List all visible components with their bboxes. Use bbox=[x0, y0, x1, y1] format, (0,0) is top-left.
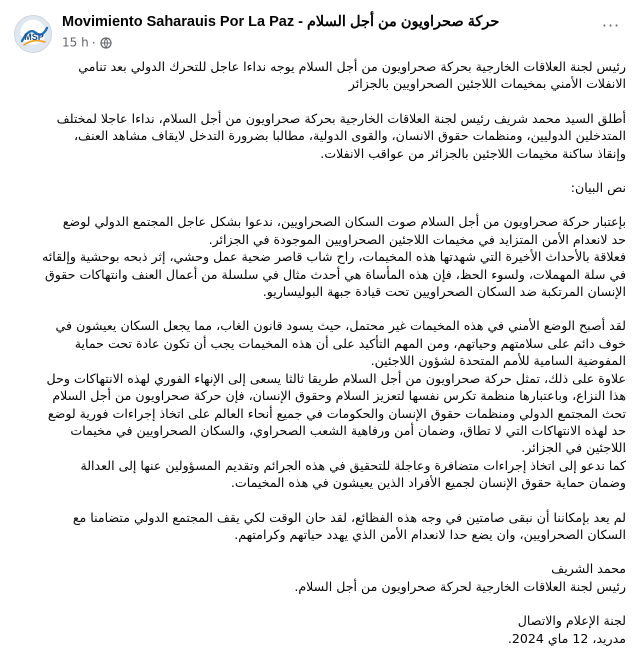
paragraph-statement-3 bbox=[14, 509, 626, 544]
paragraph-statement-label bbox=[14, 179, 626, 196]
post-header bbox=[14, 13, 626, 53]
text-line: حد لانعدام الأمن المتزايد في مخيمات اللاجئين الصحراويين الموجودة في الجزائر. bbox=[208, 231, 626, 247]
paragraph-statement-1 bbox=[14, 213, 626, 300]
text-line: لجنة الإعلام والاتصال bbox=[517, 613, 626, 629]
post-message bbox=[14, 58, 626, 664]
text-line: لقد أصبح الوضع الأمني في هذه المخيمات غير محتمل، حيث يسود قانون الغاب، مما يجعل السكان يعيشون في bbox=[55, 318, 626, 334]
text-line: المفوضية السامية للأمم المتحدة لشؤون اللاجئين. bbox=[370, 353, 626, 369]
text-line: الإنسان المرتكبة ضد السكان الصحراويين تحت قيادة جبهة البوليساريو. bbox=[262, 284, 626, 300]
text-line: كما ندعو إلى اتخاذ إجراءات متضافرة وعاجلة للتحقيق في هذه الجرائم وتقديم المسؤولين عنها إلى العدالة bbox=[80, 457, 626, 473]
post-time-link[interactable]: 15 h bbox=[62, 35, 89, 50]
text-line: وإنقاذ ساكنة مخيمات اللاجئين بالجزائر من عواقب الانفلات. bbox=[320, 145, 626, 161]
msp-logo-icon bbox=[15, 16, 52, 53]
text-line: علاوة على ذلك، تمثل حركة صحراويون من أجل السلام طريقا ثالثا يسعى إلى الإنهاء الفوري لهذه الانتهاكات وحل bbox=[46, 370, 626, 386]
paragraph-footer bbox=[14, 612, 626, 647]
more-options-icon[interactable]: ··· bbox=[601, 16, 621, 35]
text-line: السكان الصحراويين، وان يضع حدا لانعدام الأمن الذي يهدد حياتهم وكرامتهم. bbox=[234, 526, 626, 542]
text-line: فعلاقة بالأحداث الأخيرة التي شهدتها هذه المخيمات، راح شاب قاصر ضحية عمل وحشي، إثر ذبحه بوحشية وإلقائه bbox=[42, 249, 626, 265]
svg-text:MSP: MSP bbox=[24, 32, 44, 42]
page-name-link[interactable]: Movimiento Saharauis Por La Paz - حركة صحراويون من أجل السلام bbox=[62, 14, 500, 30]
text-line: رئيس لجنة العلاقات الخارجية لحركة صحراويون من أجل السلام. bbox=[294, 578, 626, 594]
text-line: مدريد، 12 ماي 2024. bbox=[507, 630, 626, 646]
text-line: بإعتبار حركة صحراويون من أجل السلام صوت السكان الصحراويين، ندعوا بشكل عاجل المجتمع الدولي لوضع bbox=[62, 214, 626, 230]
paragraph-summary bbox=[14, 110, 626, 162]
text-line: نص البيان: bbox=[570, 180, 626, 196]
text-line: لم يعد بإمكاننا أن نبقى صامتين في وجه هذه الفظائع، لقد حان الوقت لكي يقف المجتمع الدولي متضامنا مع bbox=[72, 509, 626, 525]
paragraph-statement-2 bbox=[14, 317, 626, 491]
text-line: خوف دائم على سلامتهم وحياتهم، ومن المهم التأكيد على أن هذه المخيمات يجب أن تكون عادة تحت حماية bbox=[74, 335, 626, 351]
text-line: حد لهذه الانتهاكات التي لا تطاق، وضمان أمن ورفاهية الشعب الصحراوي، والسكان الصحراويين في مخيمات bbox=[70, 422, 626, 438]
text-line: وضمان حماية حقوق الإنسان لجميع الأفراد الذين يعيشون في هذه المخيمات. bbox=[230, 475, 626, 491]
globe-icon[interactable] bbox=[100, 37, 112, 49]
text-line: الانفلات الأمني بمخيمات اللاجئين الصحراويين بالجزائر bbox=[348, 76, 626, 92]
text-line: اللاجئين في الجزائر. bbox=[521, 440, 626, 456]
paragraph-signature bbox=[14, 560, 626, 595]
text-line: هذا النزاع، وباعتبارها منظمة تكرس نفسها لتعزيز السلام وحقوق الإنسان، فإن حركة صحراويون من أجل السلام bbox=[52, 388, 626, 404]
text-line: في سلة المهملات، ولسوء الحظ، فإن هذه المأساة هي أحدث مثال في سلسلة من أعمال العنف وانتهاكات حقوق bbox=[45, 266, 626, 282]
text-line: المتدخلين الدوليين، ومنظمات حقوق الانسان، والقوى الدولية، مطالبا بضرورة التدخل لايقاف مشاهد العنف، bbox=[73, 128, 626, 144]
post-meta bbox=[62, 35, 112, 50]
paragraph-intro bbox=[14, 58, 626, 93]
page-avatar[interactable] bbox=[14, 15, 52, 53]
text-line: محمد الشريف bbox=[551, 561, 626, 577]
text-line: أطلق السيد محمد شريف رئيس لجنة العلاقات الخارجية بحركة صحراويون من أجل السلام، نداءا عاجلا لمختلف bbox=[56, 110, 626, 126]
text-line: تحث المجتمع الدولي ومنظمات حقوق الإنسان والحكومات في جميع أنحاء العالم على اتخاذ إجراءات فورية لوضع bbox=[47, 405, 626, 421]
meta-separator: · bbox=[91, 35, 96, 50]
text-line: رئيس لجنة العلاقات الخارجية بحركة صحراويون من أجل السلام يوجه نداءا عاجل للتحرك الدولي بعد تنامي bbox=[78, 59, 626, 74]
